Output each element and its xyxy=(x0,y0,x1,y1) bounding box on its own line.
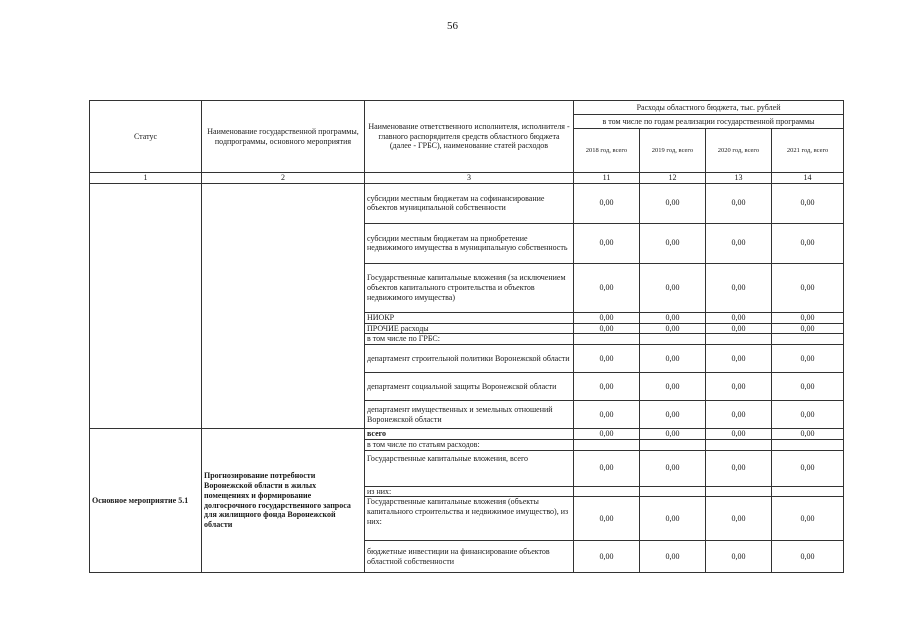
row-value: 0,00 xyxy=(640,312,706,323)
row-name: департамент социальной защиты Воронежской области xyxy=(365,373,574,401)
row-value xyxy=(574,486,640,497)
row-value: 0,00 xyxy=(640,497,706,541)
row-value: 0,00 xyxy=(772,373,844,401)
row-value: 0,00 xyxy=(640,401,706,429)
col-number: 2 xyxy=(202,173,365,184)
col-number: 1 xyxy=(90,173,202,184)
row-value: 0,00 xyxy=(706,263,772,312)
row-value xyxy=(574,334,640,345)
header-year-2019: 2019 год, всего xyxy=(640,129,706,173)
row-name: бюджетные инвестиции на финансирование объектов областной собственности xyxy=(365,541,574,573)
row-value: 0,00 xyxy=(640,223,706,263)
row-value: 0,00 xyxy=(706,541,772,573)
row-value: 0,00 xyxy=(640,541,706,573)
row-value xyxy=(640,334,706,345)
col-number: 12 xyxy=(640,173,706,184)
header-year-2020: 2020 год, всего xyxy=(706,129,772,173)
program-cell-empty xyxy=(202,183,365,428)
row-value: 0,00 xyxy=(706,345,772,373)
row-name: ПРОЧИЕ расходы xyxy=(365,323,574,334)
table-row xyxy=(90,183,844,223)
table-row xyxy=(90,429,844,440)
row-value: 0,00 xyxy=(640,323,706,334)
header-expenses: Расходы областного бюджета, тыс. рублей xyxy=(574,101,844,115)
row-name: НИОКР xyxy=(365,312,574,323)
row-value: 0,00 xyxy=(772,312,844,323)
row-value: 0,00 xyxy=(706,373,772,401)
row-value: 0,00 xyxy=(574,373,640,401)
row-value: 0,00 xyxy=(706,401,772,429)
row-value: 0,00 xyxy=(640,183,706,223)
row-value: 0,00 xyxy=(640,373,706,401)
col-number: 11 xyxy=(574,173,640,184)
header-year-2021: 2021 год, всего xyxy=(772,129,844,173)
row-value xyxy=(772,486,844,497)
row-value: 0,00 xyxy=(574,450,640,486)
row-value xyxy=(640,439,706,450)
row-value: 0,00 xyxy=(772,183,844,223)
row-name: Государственные капитальные вложения, всего xyxy=(365,450,574,486)
row-value: 0,00 xyxy=(574,345,640,373)
row-value xyxy=(706,439,772,450)
row-name: в том числе по статьям расходов: xyxy=(365,439,574,450)
row-value: 0,00 xyxy=(640,345,706,373)
row-name: Государственные капитальные вложения (за исключением объектов капитального строительства и объектов недвижимого имущества) xyxy=(365,263,574,312)
measure-status: Основное мероприятие 5.1 xyxy=(90,429,202,573)
row-value: 0,00 xyxy=(706,429,772,440)
row-name: субсидии местным бюджетам на софинансирование объектов муниципальной собственности xyxy=(365,183,574,223)
header-program: Наименование государственной программы, подпрограммы, основного мероприятия xyxy=(202,101,365,173)
row-value: 0,00 xyxy=(706,497,772,541)
col-number: 14 xyxy=(772,173,844,184)
row-name: в том числе по ГРБС: xyxy=(365,334,574,345)
row-value: 0,00 xyxy=(772,323,844,334)
row-value: 0,00 xyxy=(640,263,706,312)
status-cell-empty xyxy=(90,183,202,428)
page-number: 56 xyxy=(447,20,458,32)
row-name: субсидии местным бюджетам на приобретение недвижимого имущества в муниципальную собственность xyxy=(365,223,574,263)
row-value xyxy=(772,334,844,345)
row-value: 0,00 xyxy=(706,450,772,486)
row-value xyxy=(640,486,706,497)
row-value: 0,00 xyxy=(772,401,844,429)
row-value: 0,00 xyxy=(772,223,844,263)
col-number: 13 xyxy=(706,173,772,184)
header-executor: Наименование ответственного исполнителя, исполнителя - главного распорядителя средств областного бюджета (далее - ГРБС), наименование статей расходов xyxy=(365,101,574,173)
row-value: 0,00 xyxy=(706,183,772,223)
row-name: из них: xyxy=(365,486,574,497)
row-value: 0,00 xyxy=(772,497,844,541)
row-value: 0,00 xyxy=(574,429,640,440)
row-value xyxy=(772,439,844,450)
row-value xyxy=(706,486,772,497)
row-value: 0,00 xyxy=(772,450,844,486)
row-value: 0,00 xyxy=(772,429,844,440)
row-value: 0,00 xyxy=(640,429,706,440)
row-name: департамент имущественных и земельных отношений Воронежской области xyxy=(365,401,574,429)
row-name: всего xyxy=(365,429,574,440)
row-name: Государственные капитальные вложения (объекты капитального строительства и недвижимое имущество), из них: xyxy=(365,497,574,541)
budget-table xyxy=(89,100,844,573)
header-year-2018: 2018 год, всего xyxy=(574,129,640,173)
row-value: 0,00 xyxy=(706,312,772,323)
row-value: 0,00 xyxy=(574,323,640,334)
row-value: 0,00 xyxy=(574,497,640,541)
row-value: 0,00 xyxy=(574,541,640,573)
row-value: 0,00 xyxy=(574,401,640,429)
row-value: 0,00 xyxy=(574,183,640,223)
row-value: 0,00 xyxy=(772,541,844,573)
row-value: 0,00 xyxy=(706,323,772,334)
row-value: 0,00 xyxy=(640,450,706,486)
header-status: Статус xyxy=(90,101,202,173)
row-value: 0,00 xyxy=(706,223,772,263)
row-value xyxy=(706,334,772,345)
row-value: 0,00 xyxy=(574,263,640,312)
row-value: 0,00 xyxy=(772,263,844,312)
col-number: 3 xyxy=(365,173,574,184)
header-by-years: в том числе по годам реализации государственной программы xyxy=(574,115,844,129)
row-value: 0,00 xyxy=(574,223,640,263)
row-value: 0,00 xyxy=(772,345,844,373)
measure-program: Прогнозирование потребности Воронежской области в жилых помещениях и формирование долгосрочного государственного запроса для жилищного фонда Воронежской области xyxy=(202,429,365,573)
row-name: департамент строительной политики Воронежской области xyxy=(365,345,574,373)
row-value xyxy=(574,439,640,450)
row-value: 0,00 xyxy=(574,312,640,323)
